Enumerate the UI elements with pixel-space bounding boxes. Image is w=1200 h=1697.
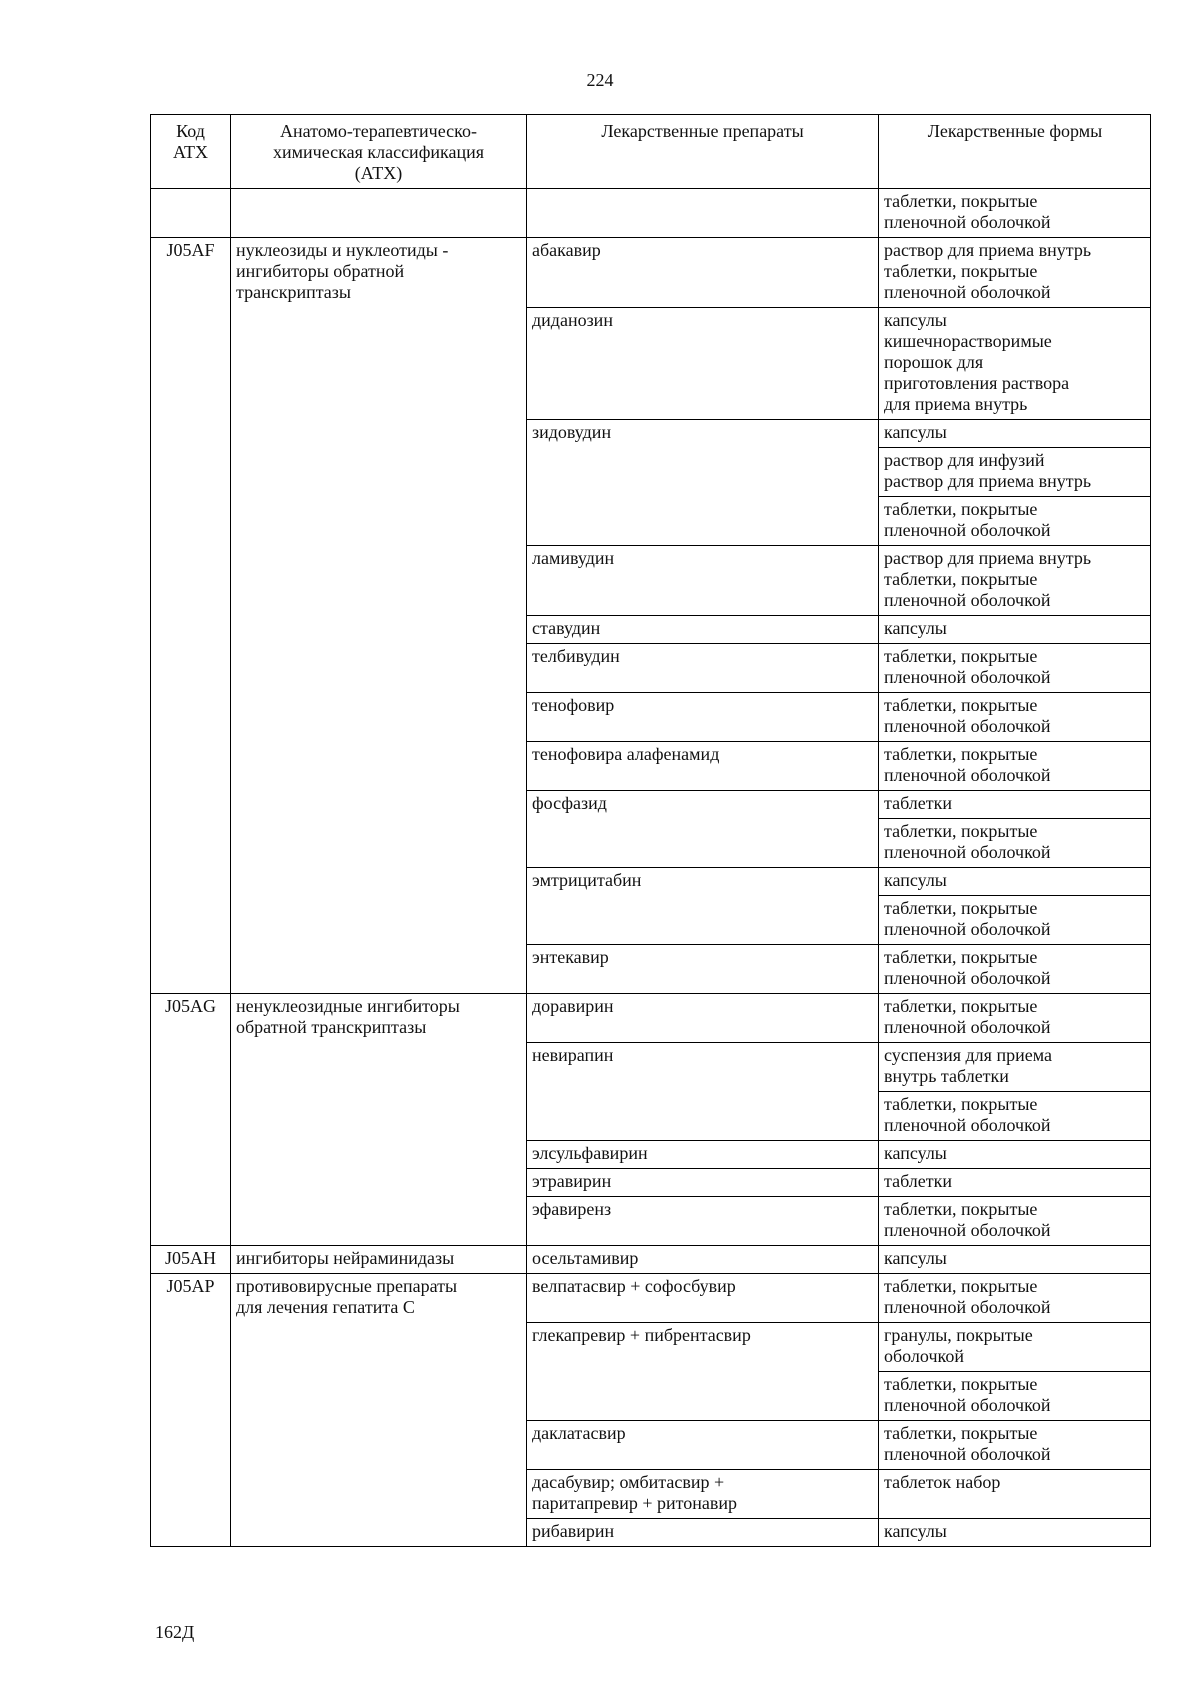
drug-name-cell: телбивудин bbox=[527, 644, 879, 693]
table-row bbox=[151, 1246, 1151, 1274]
drug-name-cell: тенофовир bbox=[527, 693, 879, 742]
dosage-form-cell: таблетки, покрытые пленочной оболочкой bbox=[879, 742, 1151, 791]
table-row bbox=[151, 189, 1151, 238]
header-drugs: Лекарственные препараты bbox=[527, 115, 879, 189]
dosage-form-cell: раствор для приема внутрь таблетки, покрытые пленочной оболочкой bbox=[879, 546, 1151, 616]
atx-code-cell: J05AH bbox=[151, 1246, 231, 1274]
dosage-form-cell: капсулы bbox=[879, 868, 1151, 896]
drug-name-cell: тенофовира алафенамид bbox=[527, 742, 879, 791]
dosage-form-cell: таблетки, покрытые пленочной оболочкой bbox=[879, 693, 1151, 742]
dosage-form-cell: таблетки, покрытые пленочной оболочкой bbox=[879, 1421, 1151, 1470]
drug-name-cell: диданозин bbox=[527, 308, 879, 420]
dosage-form-cell: капсулы bbox=[879, 420, 1151, 448]
table-row bbox=[151, 994, 1151, 1043]
atx-classification-cell: нуклеозиды и нуклеотиды - ингибиторы обратной транскриптазы bbox=[231, 238, 527, 994]
header-code: Код ATX bbox=[151, 115, 231, 189]
dosage-form-cell: раствор для инфузий раствор для приема внутрь bbox=[879, 448, 1151, 497]
dosage-form-cell: таблетки, покрытые пленочной оболочкой bbox=[879, 497, 1151, 546]
drug-name-cell: энтекавир bbox=[527, 945, 879, 994]
drug-name-cell: эфавиренз bbox=[527, 1197, 879, 1246]
header-forms: Лекарственные формы bbox=[879, 115, 1151, 189]
dosage-form-cell: капсулы bbox=[879, 616, 1151, 644]
drug-name-cell: фосфазид bbox=[527, 791, 879, 868]
atx-code-cell: J05AF bbox=[151, 238, 231, 994]
header-classification: Анатомо-терапевтическо- химическая классификация (АТХ) bbox=[231, 115, 527, 189]
drug-name-cell: этравирин bbox=[527, 1169, 879, 1197]
dosage-form-cell: таблетки, покрытые пленочной оболочкой bbox=[879, 644, 1151, 693]
drug-name-cell: эмтрицитабин bbox=[527, 868, 879, 945]
dosage-form-cell: раствор для приема внутрь таблетки, покрытые пленочной оболочкой bbox=[879, 238, 1151, 308]
form-cell: таблетки, покрытые пленочной оболочкой bbox=[879, 189, 1151, 238]
atx-code-cell: J05AG bbox=[151, 994, 231, 1246]
drug-name-cell: дасабувир; омбитасвир + паритапревир + ритонавир bbox=[527, 1470, 879, 1519]
dosage-form-cell: таблетки, покрытые пленочной оболочкой bbox=[879, 1197, 1151, 1246]
dosage-form-cell: таблетки, покрытые пленочной оболочкой bbox=[879, 896, 1151, 945]
drug-name-cell: ставудин bbox=[527, 616, 879, 644]
drug-name-cell: велпатасвир + софосбувир bbox=[527, 1274, 879, 1323]
atx-classification-cell: противовирусные препараты для лечения гепатита C bbox=[231, 1274, 527, 1547]
dosage-form-cell: таблеток набор bbox=[879, 1470, 1151, 1519]
atx-code-cell: J05AP bbox=[151, 1274, 231, 1547]
dosage-form-cell: капсулы кишечнорастворимые порошок для приготовления раствора для приема внутрь bbox=[879, 308, 1151, 420]
drug-cell bbox=[527, 189, 879, 238]
drug-name-cell: доравирин bbox=[527, 994, 879, 1043]
drug-name-cell: глекапревир + пибрентасвир bbox=[527, 1323, 879, 1421]
dosage-form-cell: таблетки, покрытые пленочной оболочкой bbox=[879, 994, 1151, 1043]
dosage-form-cell: гранулы, покрытые оболочкой bbox=[879, 1323, 1151, 1372]
page-number: 224 bbox=[586, 70, 614, 90]
drug-name-cell: даклатасвир bbox=[527, 1421, 879, 1470]
atx-table bbox=[150, 114, 1151, 1547]
header-row bbox=[151, 115, 1151, 189]
drug-name-cell: невирапин bbox=[527, 1043, 879, 1141]
dosage-form-cell: таблетки, покрытые пленочной оболочкой bbox=[879, 1092, 1151, 1141]
table-row bbox=[151, 238, 1151, 308]
dosage-form-cell: таблетки, покрытые пленочной оболочкой bbox=[879, 819, 1151, 868]
dosage-form-cell: таблетки bbox=[879, 791, 1151, 819]
dosage-form-cell: суспензия для приема внутрь таблетки bbox=[879, 1043, 1151, 1092]
dosage-form-cell: капсулы bbox=[879, 1141, 1151, 1169]
drug-name-cell: осельтамивир bbox=[527, 1246, 879, 1274]
drug-name-cell: зидовудин bbox=[527, 420, 879, 546]
dosage-form-cell: капсулы bbox=[879, 1519, 1151, 1547]
code-cell bbox=[151, 189, 231, 238]
table-row bbox=[151, 1274, 1151, 1323]
table-header bbox=[151, 115, 1151, 189]
drug-name-cell: элсульфавирин bbox=[527, 1141, 879, 1169]
drug-name-cell: абакавир bbox=[527, 238, 879, 308]
dosage-form-cell: таблетки, покрытые пленочной оболочкой bbox=[879, 945, 1151, 994]
atx-classification-cell: ингибиторы нейраминидазы bbox=[231, 1246, 527, 1274]
table-body bbox=[151, 189, 1151, 1547]
drug-name-cell: ламивудин bbox=[527, 546, 879, 616]
dosage-form-cell: таблетки, покрытые пленочной оболочкой bbox=[879, 1274, 1151, 1323]
dosage-form-cell: капсулы bbox=[879, 1246, 1151, 1274]
dosage-form-cell: таблетки bbox=[879, 1169, 1151, 1197]
dosage-form-cell: таблетки, покрытые пленочной оболочкой bbox=[879, 1372, 1151, 1421]
drug-name-cell: рибавирин bbox=[527, 1519, 879, 1547]
atx-classification-cell: ненуклеозидные ингибиторы обратной транскриптазы bbox=[231, 994, 527, 1246]
classification-cell bbox=[231, 189, 527, 238]
footer-code: 162Д bbox=[155, 1622, 195, 1642]
